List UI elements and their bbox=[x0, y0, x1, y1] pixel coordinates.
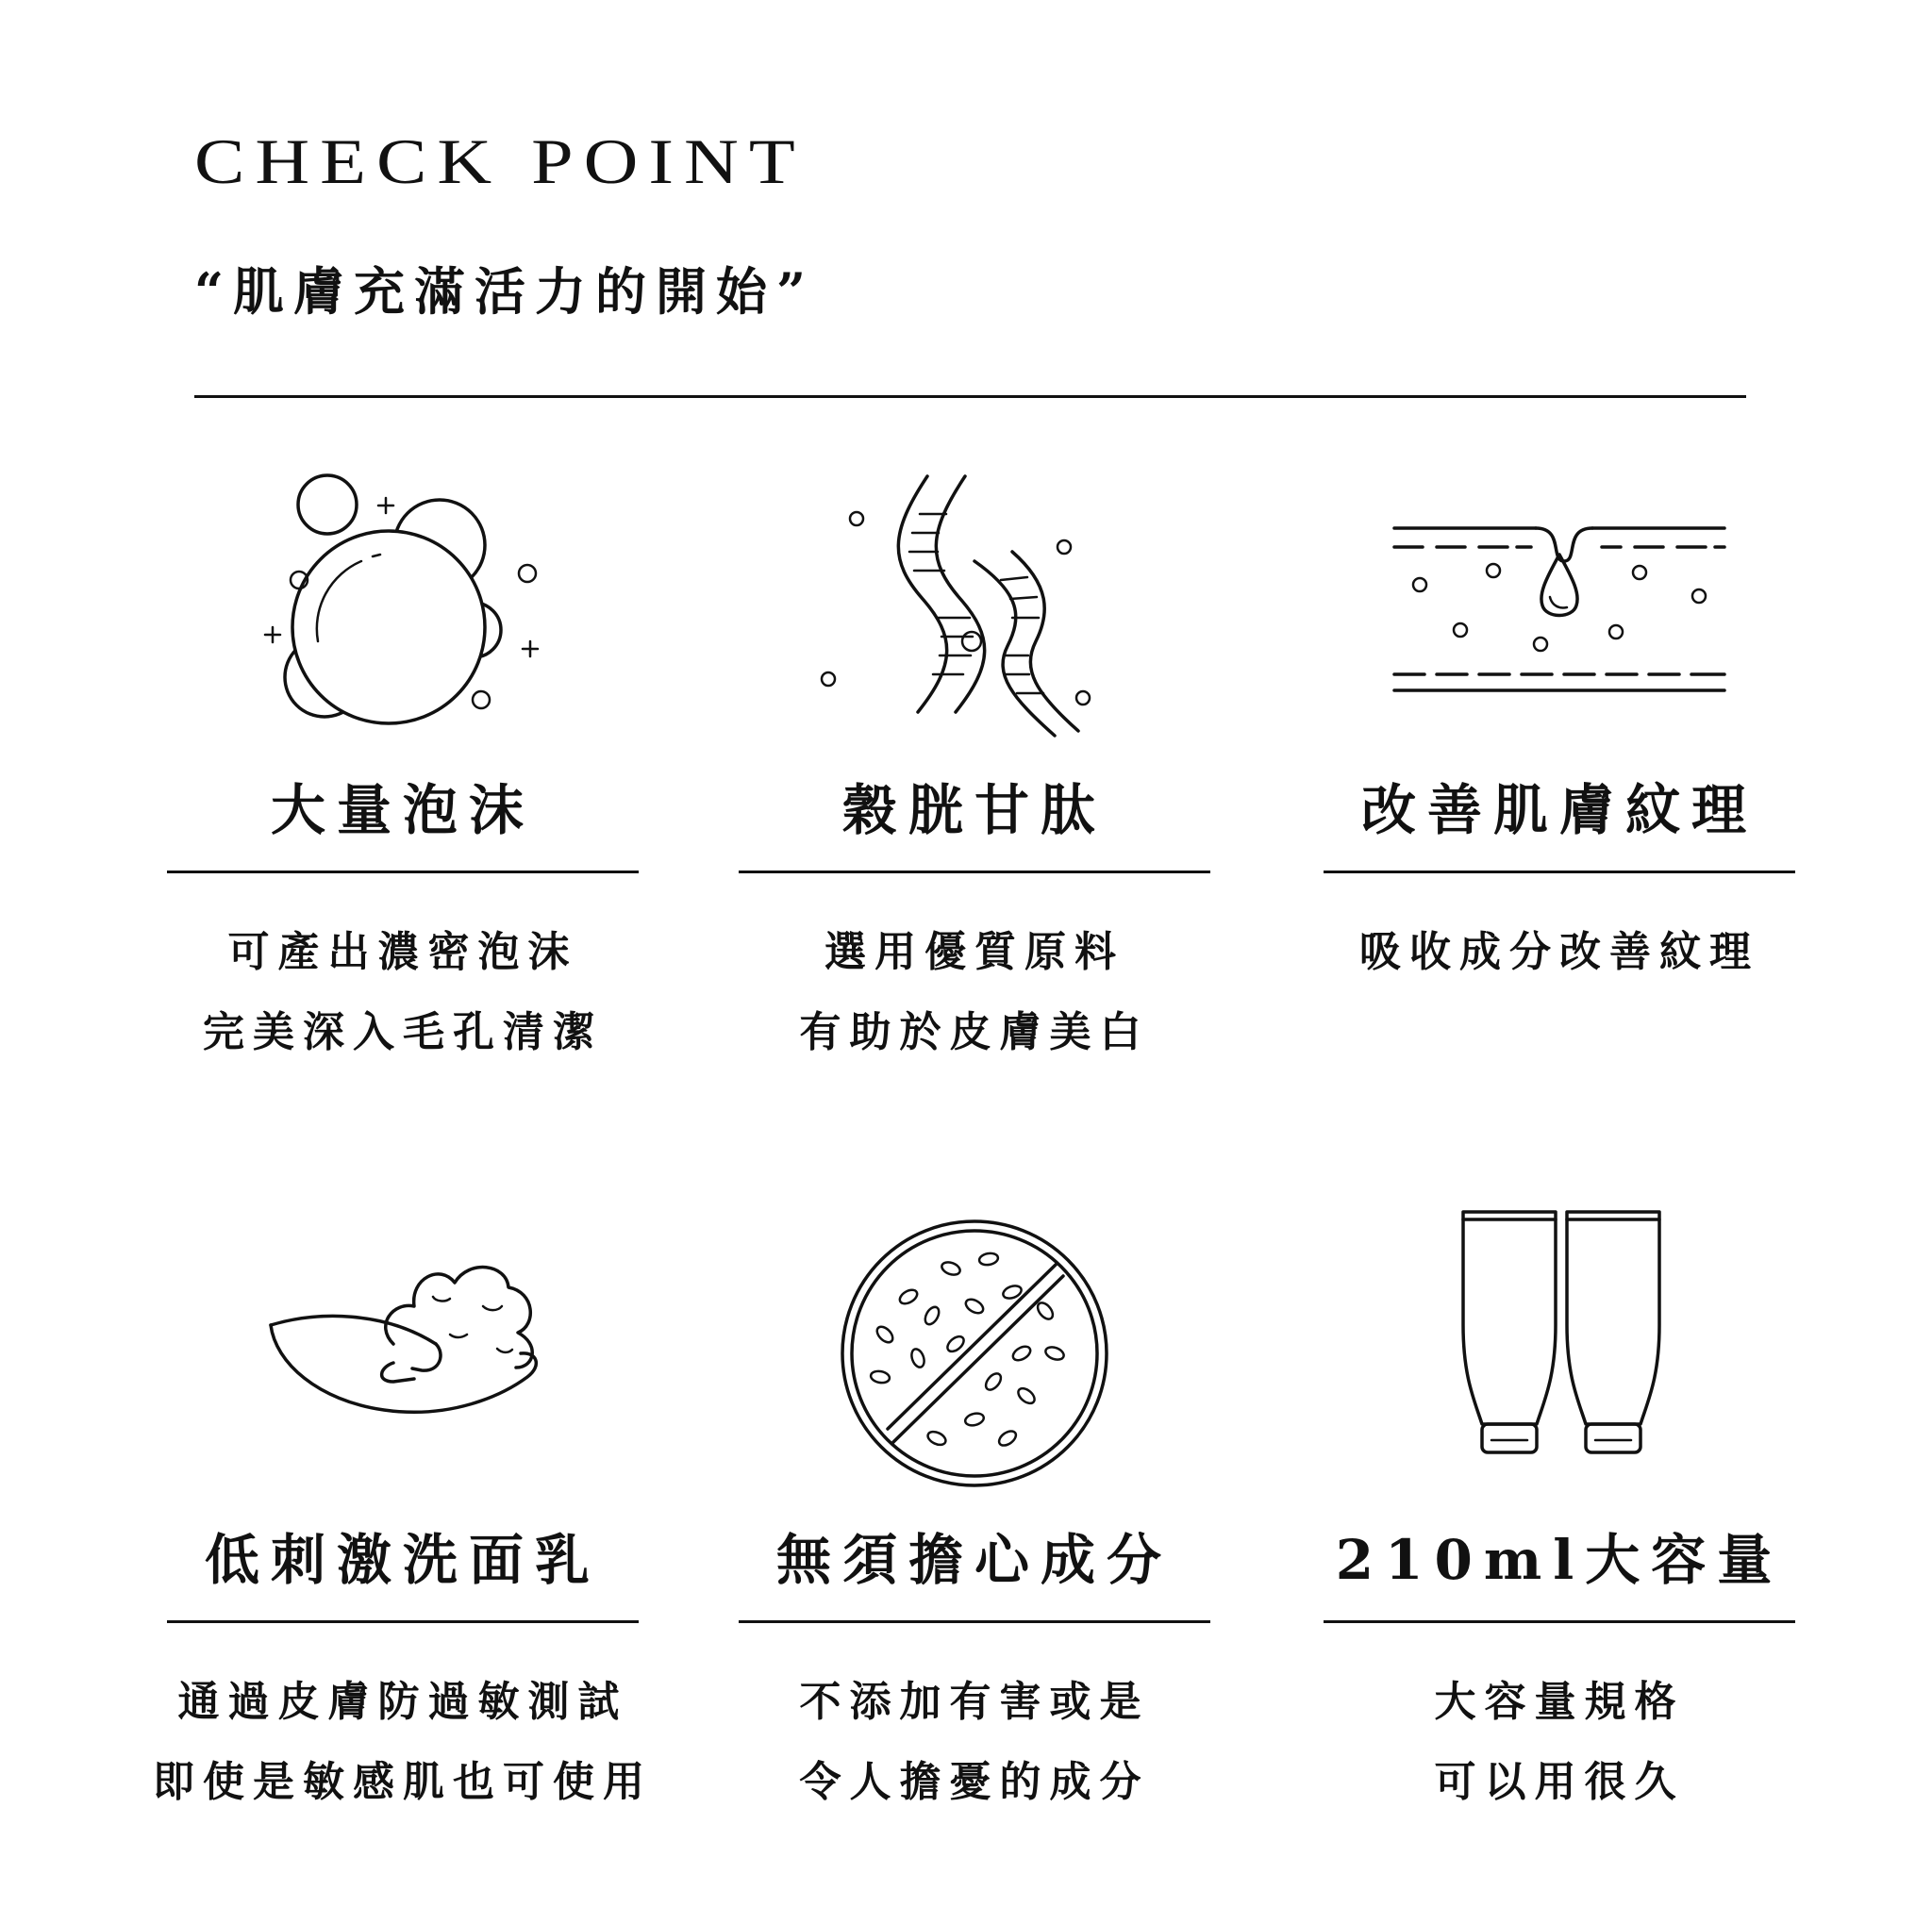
feature-divider bbox=[167, 871, 639, 873]
feature-title: 改善肌膚紋理 bbox=[1360, 778, 1757, 842]
feature-title: 低刺激洗面乳 bbox=[204, 1528, 601, 1592]
dna-icon bbox=[739, 462, 1210, 745]
tubes-icon bbox=[1324, 1212, 1795, 1495]
header-divider bbox=[194, 395, 1746, 398]
feature-description: 吸收成分改善紋理 bbox=[1359, 928, 1759, 976]
no-bacteria-icon bbox=[739, 1212, 1210, 1495]
feature-title: 無須擔心成分 bbox=[775, 1528, 1173, 1592]
feature-title: 穀胱甘肽 bbox=[841, 778, 1107, 842]
feature-description: 可產出濃密泡沫 完美深入毛孔清潔 bbox=[203, 928, 603, 1056]
page-title: CHECK POINT bbox=[194, 126, 806, 198]
feature-divider bbox=[739, 871, 1210, 873]
page-subtitle: “肌膚充滿活力的開始” bbox=[194, 261, 816, 322]
feature-divider bbox=[1324, 1620, 1795, 1623]
feature-description: 通過皮膚防過敏測試 即使是敏感肌也可使用 bbox=[153, 1678, 653, 1806]
feature-divider bbox=[167, 1620, 639, 1623]
feature-description: 不添加有害或是 令人擔憂的成分 bbox=[799, 1678, 1150, 1806]
bubbles-icon bbox=[167, 462, 639, 745]
feature-title: 210ml大容量 bbox=[1335, 1528, 1784, 1592]
feature-title: 大量泡沫 bbox=[270, 778, 535, 842]
hand-foam-icon bbox=[167, 1212, 639, 1495]
skin-pore-icon bbox=[1324, 462, 1795, 745]
feature-divider bbox=[739, 1620, 1210, 1623]
feature-description: 大容量規格 可以用很久 bbox=[1434, 1678, 1685, 1806]
feature-description: 選用優質原料 有助於皮膚美白 bbox=[799, 928, 1150, 1056]
feature-divider bbox=[1324, 871, 1795, 873]
